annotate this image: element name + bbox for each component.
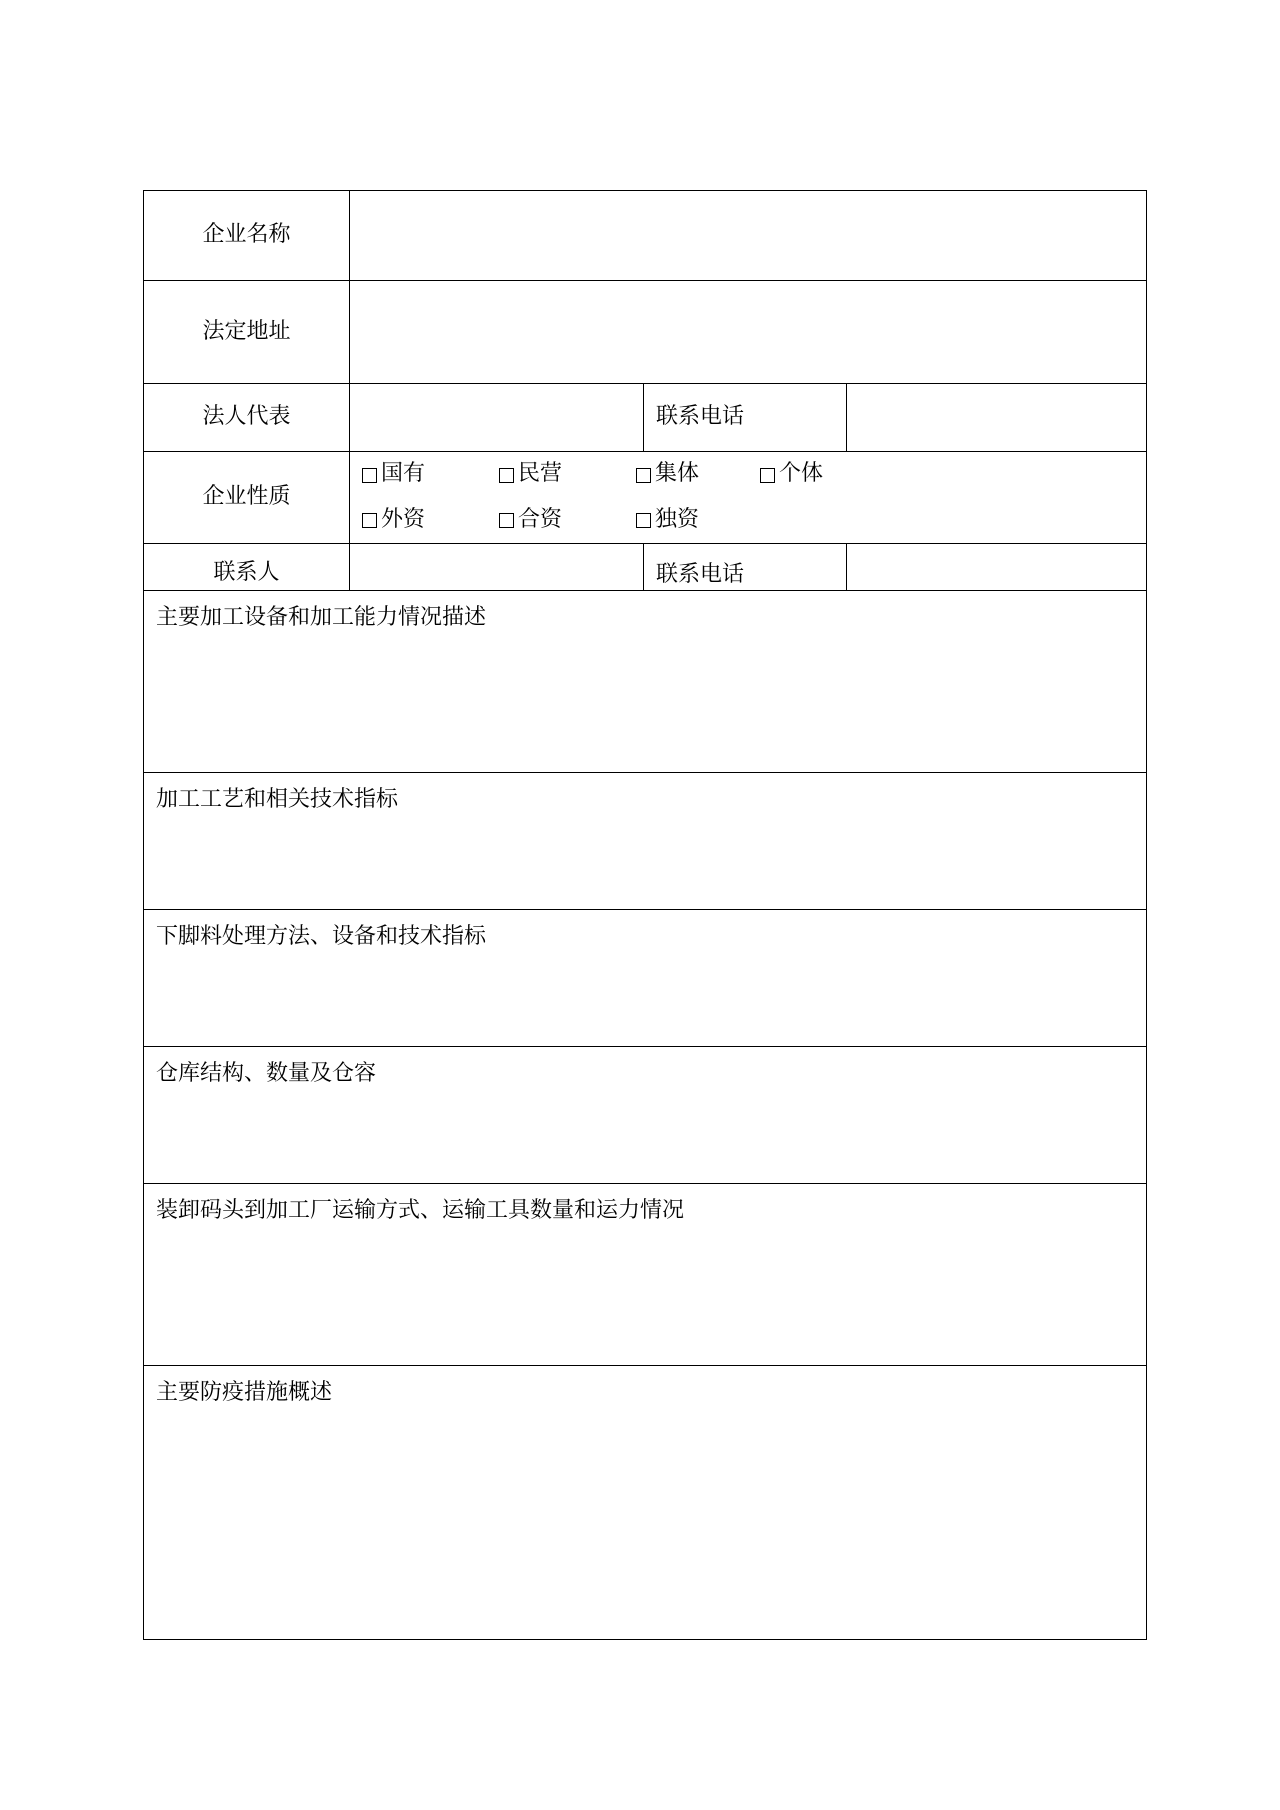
enterprise-info-form <box>143 190 1147 1640</box>
warehouse-section-row <box>144 1047 1147 1184</box>
section-title: 加工工艺和相关技术指标 <box>156 787 399 812</box>
company-name-field[interactable] <box>350 191 1147 281</box>
process-section-row <box>144 773 1147 910</box>
equipment-section[interactable] <box>144 591 1147 773</box>
checkbox-icon[interactable] <box>636 513 651 528</box>
legal-address-label: 法定地址 <box>144 281 350 384</box>
nature-option-label: 国有 <box>381 461 426 487</box>
nature-option-label: 合资 <box>518 506 563 532</box>
scrap-section-row <box>144 910 1147 1047</box>
nature-options-row-2 <box>362 497 1146 543</box>
nature-option-joint-venture[interactable] <box>499 507 636 533</box>
nature-option-foreign[interactable] <box>362 507 499 533</box>
nature-option-state-owned[interactable] <box>362 461 499 487</box>
legal-rep-row <box>144 384 1147 452</box>
nature-option-sole-proprietorship[interactable] <box>636 507 760 533</box>
contact-label: 联系人 <box>213 560 280 585</box>
equipment-section-row <box>144 591 1147 773</box>
nature-options <box>350 452 1147 544</box>
legal-address-row <box>144 281 1147 384</box>
phone-field-1[interactable] <box>847 384 1147 452</box>
nature-label: 企业性质 <box>144 452 350 544</box>
legal-rep-field[interactable] <box>350 384 644 452</box>
company-name-row <box>144 191 1147 281</box>
company-name-label: 企业名称 <box>144 191 350 281</box>
phone-field-2[interactable] <box>847 544 1147 591</box>
nature-option-label: 民营 <box>518 461 563 487</box>
contact-label-cell <box>144 544 350 591</box>
nature-row <box>144 452 1147 544</box>
contact-row <box>144 544 1147 591</box>
nature-option-individual[interactable] <box>760 461 897 487</box>
warehouse-section[interactable] <box>144 1047 1147 1184</box>
nature-options-row-1 <box>362 452 1146 497</box>
nature-option-label: 外资 <box>381 506 426 532</box>
scrap-section[interactable] <box>144 910 1147 1047</box>
transport-section-row <box>144 1184 1147 1366</box>
checkbox-icon[interactable] <box>760 468 775 483</box>
phone-label-2-cell <box>644 544 847 591</box>
nature-option-label: 独资 <box>655 506 700 532</box>
nature-option-private[interactable] <box>499 461 636 487</box>
process-section[interactable] <box>144 773 1147 910</box>
nature-option-label: 集体 <box>655 461 700 487</box>
section-title: 主要加工设备和加工能力情况描述 <box>156 605 487 630</box>
checkbox-icon[interactable] <box>499 513 514 528</box>
nature-option-collective[interactable] <box>636 461 760 487</box>
checkbox-icon[interactable] <box>636 468 651 483</box>
section-title: 下脚料处理方法、设备和技术指标 <box>156 924 487 949</box>
checkbox-icon[interactable] <box>499 468 514 483</box>
epidemic-section-row <box>144 1366 1147 1640</box>
section-title: 仓库结构、数量及仓容 <box>156 1061 377 1086</box>
legal-rep-label: 法人代表 <box>144 384 350 452</box>
nature-option-label: 个体 <box>779 461 824 487</box>
epidemic-section[interactable] <box>144 1366 1147 1640</box>
phone-label-2: 联系电话 <box>656 561 745 587</box>
checkbox-icon[interactable] <box>362 468 377 483</box>
transport-section[interactable] <box>144 1184 1147 1366</box>
legal-address-field[interactable] <box>350 281 1147 384</box>
phone-label-1: 联系电话 <box>644 384 847 452</box>
section-title: 装卸码头到加工厂运输方式、运输工具数量和运力情况 <box>156 1198 685 1223</box>
section-title: 主要防疫措施概述 <box>156 1380 333 1405</box>
contact-field[interactable] <box>350 544 644 591</box>
checkbox-icon[interactable] <box>362 513 377 528</box>
